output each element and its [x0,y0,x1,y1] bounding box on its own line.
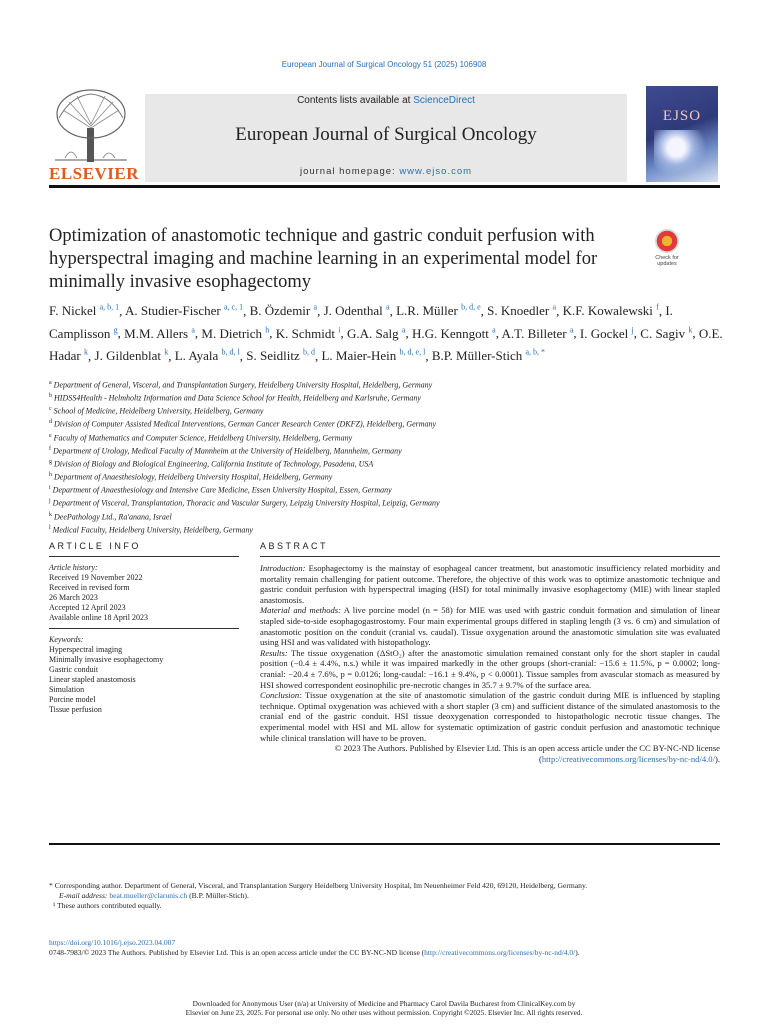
author-name[interactable]: A.T. Billeter [501,325,567,341]
author-name[interactable]: S. Seidlitz [246,347,300,363]
history-list [49,573,239,623]
download-notice [0,999,768,1017]
keyword-list [49,645,239,715]
history-item: Available online 18 April 2023 [49,613,148,622]
author-affiliation-marks[interactable]: j [631,325,634,335]
keyword[interactable]: Porcine model [49,695,96,704]
author-name[interactable]: L. Maier-Hein [321,347,397,363]
affiliation [49,470,729,483]
affiliation [49,417,729,430]
history-item: Accepted 12 April 2023 [49,603,126,612]
copyright-text: © 2023 The Authors. Published by Elsevier Ltd. This is an open access article under the CC BY-NC-ND license ( [334,743,720,764]
affiliation-text: School of Medicine, Heidelberg University, Heidelberg, Germany [53,406,264,416]
author-name[interactable]: L. Ayala [174,347,219,363]
author-name[interactable]: L.R. Müller [396,303,458,319]
affiliation-text: Department of Visceral, Transplantation, Thoracic and Vascular Surgery, Leipzig University Hospital, Leipzig, Germany [52,499,440,509]
email-suffix: (B.P. Müller-Stich). [187,891,249,900]
abstract-section-text: Esophagectomy is the mainstay of esophageal cancer treatment, but anastomotic insufficiency related morbidity and mortality remain challenging for patient outcome. Therefore, the objective of this work was to optimize anastomotic technique and gastric conduit perfusion with hyperspectral imaging (HSI) for total minimally invasive esophagectomy (MIE) with linear stapled anastomosis. [260,563,720,605]
author[interactable] [580,326,634,341]
journal-cover-image[interactable] [646,86,718,182]
keyword[interactable]: Tissue perfusion [49,705,102,714]
author-name[interactable]: K.F. Kowalewski [562,303,653,319]
author-name[interactable]: B.P. Müller-Stich [431,347,523,363]
author-affiliation-marks[interactable]: k [688,325,693,335]
affiliation-key: k [49,511,52,518]
author-name[interactable]: A. Studier-Fischer [124,303,221,319]
doi-link[interactable]: https://doi.org/10.1016/j.ejso.2023.04.007 [49,938,176,947]
author-name[interactable]: O.E. Hadar [49,325,723,363]
abstract-section-head: Results: [260,647,288,658]
article-info [49,563,239,715]
author[interactable] [201,326,269,341]
abstract-section-head: Material and methods: [260,605,341,616]
homepage-prefix: journal homepage: [299,166,400,177]
author-affiliation-marks[interactable]: a, c, 1 [223,303,244,312]
affiliation-key: j [49,498,51,505]
crossmark-badge[interactable] [648,229,686,267]
author[interactable] [321,348,425,363]
cover-illustration [654,130,710,174]
abstract-copyright [260,743,720,764]
author-affiliation-marks[interactable]: a [569,325,574,335]
author-name[interactable]: M. Dietrich [201,325,263,341]
author-name[interactable]: B. Özdemir [249,303,311,319]
affiliation-text: HIDSS4Health - Helmholtz Information and Data Science School for Health, Heidelberg and Karlsruhe, Germany [54,393,421,403]
sciencedirect-link[interactable]: ScienceDirect [413,95,475,106]
elsevier-tree-icon [51,88,131,164]
abstract-section-text: Tissue oxygenation at the site of anastomotic simulation of the gastric conduit during MIE is influenced by stapling technique. Optimal oxygenation was achieved with a short stapler (3 cm) and sufficient distance of the simulated anastomosis to the cranial end of the gastric conduit. HSI tissue deoxygenation corresponded to histopathologic necrotic tissue changes. The experimental model with HSI and ML allow for systematic optimization of gastric conduit perfusion and anastomotic technique while clinical translation will have to be proven. [260,690,720,743]
author-name[interactable]: I. Gockel [579,325,629,341]
affiliation [49,391,729,404]
author-name[interactable]: S. Knoedler [487,303,550,319]
author-affiliation-marks[interactable]: a, b, 1 [99,303,120,312]
history-item: Received 19 November 2022 [49,573,143,582]
affiliation-key: b [49,393,52,400]
abstract-bottom-rule [49,843,720,845]
author[interactable] [347,326,405,341]
author-affiliation-marks[interactable]: a [191,325,195,335]
author-affiliation-marks[interactable]: a [386,303,390,312]
keyword[interactable]: Gastric conduit [49,665,99,674]
affiliation [49,510,729,523]
doi-block [49,938,729,958]
crossmark-label-line1: Check for [655,255,679,261]
abstract-section-head: Introduction: [260,563,306,573]
issn-line [49,948,729,958]
download-line-2: Elsevier on June 23, 2025. For personal use only. No other uses without permission. Copyright ©2025. Elsevier Inc. All rights reserved. [185,1008,583,1017]
author-affiliation-marks[interactable]: a [492,325,496,335]
corresponding-author-note: * Corresponding author. Department of General, Visceral, and Transplantation Surgery Heidelberg University Hospital, Im Neuenheimer Feld 420, 69120, Heidelberg, Germany. [49,881,588,890]
affiliation-key: d [49,419,52,426]
author[interactable] [95,348,169,363]
abstract-body [260,563,720,764]
elsevier-wordmark: ELSEVIER [49,164,139,183]
affiliation [49,523,729,536]
affiliation-key: f [49,445,51,452]
author[interactable] [432,348,545,363]
affiliation-key: g [49,458,52,465]
article-info-heading: ARTICLE INFO [49,541,141,551]
keywords-label: Keywords: [49,635,84,644]
author[interactable] [276,326,341,341]
crossmark-icon [655,229,679,253]
affiliation-text: Department of Anaesthesiology, Heidelberg University Hospital, Heidelberg, Germany [54,472,333,482]
affiliation [49,457,729,470]
history-item: Received in revised form [49,583,130,592]
issn-end: ). [575,948,580,957]
affiliation-key: a [49,380,52,386]
affiliation-text: Department of Urology, Medical Faculty of Mannheim at the University of Heidelberg, Mannheim, Germany [53,446,402,456]
affiliation-key: l [49,524,51,531]
author-affiliation-marks[interactable]: k [164,347,169,357]
email-note [49,891,720,901]
affiliation-text: Division of Biology and Biological Engineering, California Institute of Technology, Pasadena, USA [54,459,374,469]
abstract-section-head: Conclusion: [260,690,303,701]
author-list: F. Nickel $^{a, b, 1}$, A. Studier-Fischer $^{a, c, 1}$, B. Özdemir $^a$, J. Odenthal $^a$, L.R. Müller $^{b, d, e}$, S. Knoedler $^a$, K.F. Kowalewski $^f$, I. Camplisson $^g$, M.M. Allers $^a$, M. Dietrich $^h$, K. Schmidt $^i$, G.A. Salg $^a$, H.G. Kenngott $^a$, A.T. Billeter $^a$, I. Gockel $^j$, C. Sagiv $^k$, O.E. Hadar $^k$, J. Gildenblat $^k$, L. Ayala $^{b, d, l}$, S. Seidlitz $^{b, d}$, L. Maier-Hein $^{b, d, e, l}$, B.P. Müller-Stich $^{a, b, *}$ [49,303,723,363]
author-affiliation-marks[interactable]: f [656,303,659,312]
abstract-paragraph [260,605,720,647]
author-affiliation-marks[interactable]: b, d, l [221,347,240,357]
crossmark-label [648,255,686,267]
keyword[interactable]: Simulation [49,685,85,694]
abstract-sections [260,563,720,743]
abstract-paragraph [260,648,720,690]
abstract-heading: ABSTRACT [260,541,329,551]
info-divider [49,628,239,629]
author-affiliation-marks[interactable]: a [552,303,557,312]
affiliation [49,404,729,417]
affiliation-key: i [49,485,51,492]
abstract-rule [260,556,720,557]
author-name[interactable]: M.M. Allers [124,325,189,341]
affiliation-list [49,378,729,536]
issn-license-link[interactable]: http://creativecommons.org/licenses/by-nc-nd/4.0/ [424,948,576,957]
abstract-paragraph [260,563,720,605]
author[interactable] [125,303,243,318]
author-name[interactable]: K. Schmidt [275,325,336,341]
journal-citation[interactable]: European Journal of Surgical Oncology 51 (2025) 106908 [281,60,487,69]
author-name[interactable]: H.G. Kenngott [411,325,489,341]
abstract-section-text: The tissue oxygenation (ΔStO₂) after the anastomotic simulation remained constant only for the short stapler in caudal position (−0.4 ± 4.4%, n.s.) while it was impaired markedly in the other groups (short-cranial: −15.6 ± 11.5%, p = 0.0002; long-cranial: −20.4 ± 7.6%, p = 0.0126; long-caudal: −16.1 ± 9.4%, p < 0.0001). Tissue samples from avascular stomach as measured by HSI showed correspondent eosinophilic pre-necrotic changes in 35.7 ± 9.7% of the surface area. [260,647,720,690]
author-affiliation-marks[interactable]: k [84,347,89,357]
author-name[interactable]: I. Camplisson [49,303,673,341]
author-affiliation-marks[interactable]: h [265,325,270,335]
journal-header [49,86,720,184]
homepage-link[interactable]: www.ejso.com [399,166,473,177]
author[interactable] [563,303,659,318]
affiliation-text: Faculty of Mathematics and Computer Science, Heidelberg University, Heidelberg, Germany [53,433,353,443]
article-info-rule [49,556,239,557]
download-line-1: Downloaded for Anonymous User (n/a) at University of Medicine and Pharmacy Carol Davila Bucharest from ClinicalKey.com by [192,999,576,1008]
affiliation-key: e [49,432,52,439]
author[interactable] [487,303,556,318]
keyword[interactable]: Minimally invasive esophagectomy [49,655,164,664]
contents-prefix: Contents lists available at [297,95,414,106]
author-affiliation-marks[interactable]: i [338,325,341,335]
history-item: 26 March 2023 [49,593,98,602]
author[interactable] [324,303,390,318]
crossmark-label-line2: updates [657,261,677,267]
author-name[interactable]: F. Nickel [49,303,97,319]
author-affiliation-marks[interactable]: b, d [302,347,315,357]
history-label: Article history: [49,563,98,572]
cover-title: EJSO [662,108,702,124]
affiliation-text: Medical Faculty, Heidelberg University, Heidelberg, Germany [52,525,253,535]
license-link[interactable]: http://creativecommons.org/licenses/by-nc-nd/4.0/ [541,753,715,764]
equal-contribution-note: ¹ These authors contributed equally. [53,901,162,910]
author[interactable] [502,326,574,341]
author[interactable] [175,348,240,363]
author[interactable] [396,303,481,318]
author[interactable] [246,348,315,363]
affiliation-key: c [49,406,52,413]
copyright-end: ). [714,753,720,764]
journal-banner [145,94,627,182]
article-title: Optimization of anastomotic technique and gastric conduit perfusion with hyperspectral imaging and machine learning in an experimental model for minimally invasive esophagectomy [49,226,598,292]
author[interactable] [412,326,496,341]
abstract-paragraph [260,690,720,743]
author[interactable] [49,303,119,318]
author-affiliation-marks[interactable]: b, d, e, l [399,347,426,357]
keyword[interactable]: Hyperspectral imaging [49,645,123,654]
homepage-line [145,166,627,177]
affiliation [49,378,729,391]
author[interactable] [640,326,692,341]
email-link[interactable]: beat.mueller@clarunis.ch [109,891,188,900]
affiliation-text: Department of Anaesthesiology and Intensive Care Medicine, Essen University Hospital, Essen, Germany [52,485,392,495]
footnotes [49,881,720,911]
email-label: E-mail address: [59,891,110,900]
author-name[interactable]: J. Odenthal [323,303,383,319]
author-name[interactable]: C. Sagiv [640,325,686,341]
author-affiliation-marks[interactable]: a [313,303,318,312]
affiliation [49,444,729,457]
header-divider [49,185,720,188]
author-name[interactable]: G.A. Salg [347,325,399,341]
contents-line [145,95,627,106]
affiliation-key: h [49,472,52,479]
elsevier-logo[interactable] [49,86,143,182]
keyword[interactable]: Linear stapled anastomosis [49,675,136,684]
author-affiliation-marks[interactable]: g [113,325,118,335]
affiliation-text: Department of General, Visceral, and Transplantation Surgery, Heidelberg University Hospital, Heidelberg, Germany [53,380,433,390]
author-affiliation-marks[interactable]: a [401,325,406,335]
affiliation-text: Division of Computer Assisted Medical Interventions, German Cancer Research Center (DKFZ), Heidelberg, Germany [54,420,437,430]
affiliation [49,496,729,509]
author-affiliation-marks[interactable]: a, b, * [525,347,546,357]
author-affiliation-marks[interactable]: b, d, e [461,303,481,312]
journal-name: European Journal of Surgical Oncology [235,124,537,145]
affiliation [49,431,729,444]
abstract-section-text: A live porcine model (n = 58) for MIE was used with gastric conduit formation and simulation of linear stapled side-to-side esophagogastrostomy. Four main experimental groups differed in stapling length (3 vs. 6 cm) and simulation of anastomotic position on the conduit (cranial vs. caudal). Tissue oxygenation around the anastomotic simulation site was evaluated using HSI and was validated with histopathology. [260,605,720,648]
issn-text: 0748-7983/© 2023 The Authors. Published by Elsevier Ltd. This is an open access article under the CC BY-NC-ND license ( [49,948,425,957]
affiliation [49,483,729,496]
affiliation-text: DeePathology Ltd., Ra'anana, Israel [54,512,172,522]
author[interactable] [124,326,195,341]
author[interactable] [250,303,317,318]
author-name[interactable]: J. Gildenblat [94,347,161,363]
